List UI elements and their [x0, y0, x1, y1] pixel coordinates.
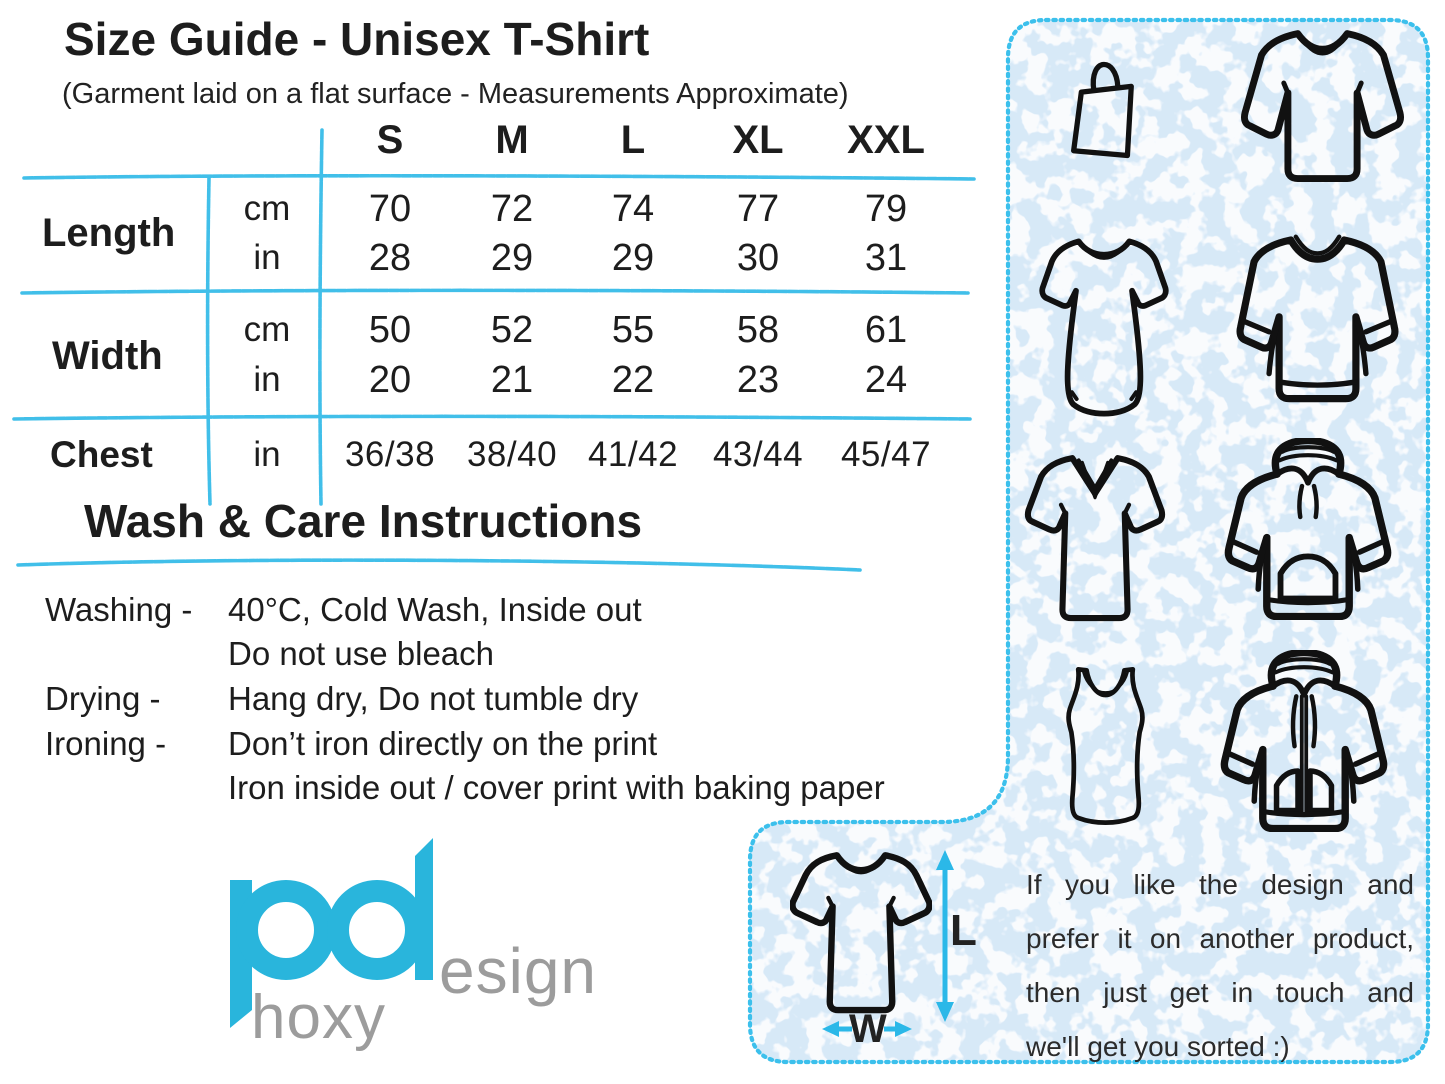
care-heading: Wash & Care Instructions: [84, 495, 643, 547]
ladies-t-shirt-icon: [1037, 232, 1171, 419]
row-label-chest: Chest: [50, 434, 153, 475]
contact-note-line: then just get in touch and: [1026, 977, 1414, 1008]
page-subtitle: (Garment laid on a flat surface - Measurements Approximate): [62, 78, 849, 110]
phoxy-design-logo: [225, 833, 597, 1063]
table-cell: 45/47: [840, 435, 932, 474]
size-header-xl: XL: [732, 118, 784, 162]
contact-note-line: If you like the design and: [1026, 869, 1414, 900]
table-cell: 31: [864, 237, 908, 279]
care-text: Do not use bleach: [228, 635, 495, 672]
care-text: 40°C, Cold Wash, Inside out: [228, 591, 642, 628]
table-cell: 36/38: [344, 435, 436, 474]
table-cell: 43/44: [712, 435, 804, 474]
sweatshirt-icon: [1234, 230, 1401, 417]
table-cell: 70: [368, 188, 412, 230]
page-title: Size Guide - Unisex T-Shirt: [64, 13, 650, 65]
table-cell: 77: [736, 188, 780, 230]
logo-text-hoxy: hoxy: [251, 983, 386, 1052]
size-header-l: L: [620, 118, 646, 162]
table-cell: 74: [611, 188, 655, 230]
table-cell: 20: [368, 359, 412, 401]
contact-note-line: we'll get you sorted :): [1026, 1031, 1290, 1062]
care-text: Don’t iron directly on the print: [228, 725, 658, 762]
care-text: Hang dry, Do not tumble dry: [228, 680, 639, 717]
table-cell: 28: [368, 237, 412, 279]
contact-note-line: prefer it on another product,: [1026, 923, 1414, 954]
table-cell: 29: [490, 237, 534, 279]
table-cell: 23: [736, 359, 780, 401]
care-label: Drying -: [45, 680, 161, 717]
row-label-length: Length: [42, 211, 176, 255]
unit-length-cm: cm: [243, 189, 291, 228]
hoodie-icon: [1222, 438, 1394, 620]
table-cell: 22: [611, 359, 655, 401]
tank-top-icon: [1053, 665, 1158, 828]
table-cell: 41/42: [587, 435, 679, 474]
table-cell: 58: [736, 309, 780, 351]
size-header-xxl: XXL: [847, 118, 925, 162]
unit-chest-in: in: [253, 435, 281, 474]
size-header-s: S: [376, 118, 404, 162]
care-text: Iron inside out / cover print with baking paper: [228, 769, 885, 806]
table-cell: 24: [864, 359, 908, 401]
unit-length-in: in: [253, 238, 281, 277]
long-sleeve-shirt-icon: [1240, 27, 1405, 200]
care-label: Washing -: [45, 591, 193, 628]
v-neck-t-shirt-icon: [1024, 451, 1166, 628]
care-label: Ironing -: [45, 725, 167, 762]
logo-text-esign: esign: [439, 935, 597, 1007]
table-cell: 55: [611, 309, 655, 351]
table-cell: 30: [736, 237, 780, 279]
table-cell: 50: [368, 309, 412, 351]
size-header-m: M: [495, 118, 529, 162]
table-cell: 72: [490, 188, 534, 230]
table-cell: 38/40: [466, 435, 558, 474]
width-dimension-label: W: [849, 1007, 887, 1051]
measurement-t-shirt-icon: [790, 848, 932, 1016]
unit-width-cm: cm: [243, 310, 291, 349]
table-cell: 61: [864, 309, 908, 351]
unit-width-in: in: [253, 360, 281, 399]
table-cell: 79: [864, 188, 908, 230]
table-cell: 21: [490, 359, 534, 401]
length-dimension-label: L: [950, 906, 977, 955]
row-label-width: Width: [52, 334, 163, 378]
table-cell: 52: [490, 309, 534, 351]
zip-hoodie-icon: [1218, 650, 1390, 832]
tote-bag-icon: [1062, 48, 1141, 168]
table-cell: 29: [611, 237, 655, 279]
